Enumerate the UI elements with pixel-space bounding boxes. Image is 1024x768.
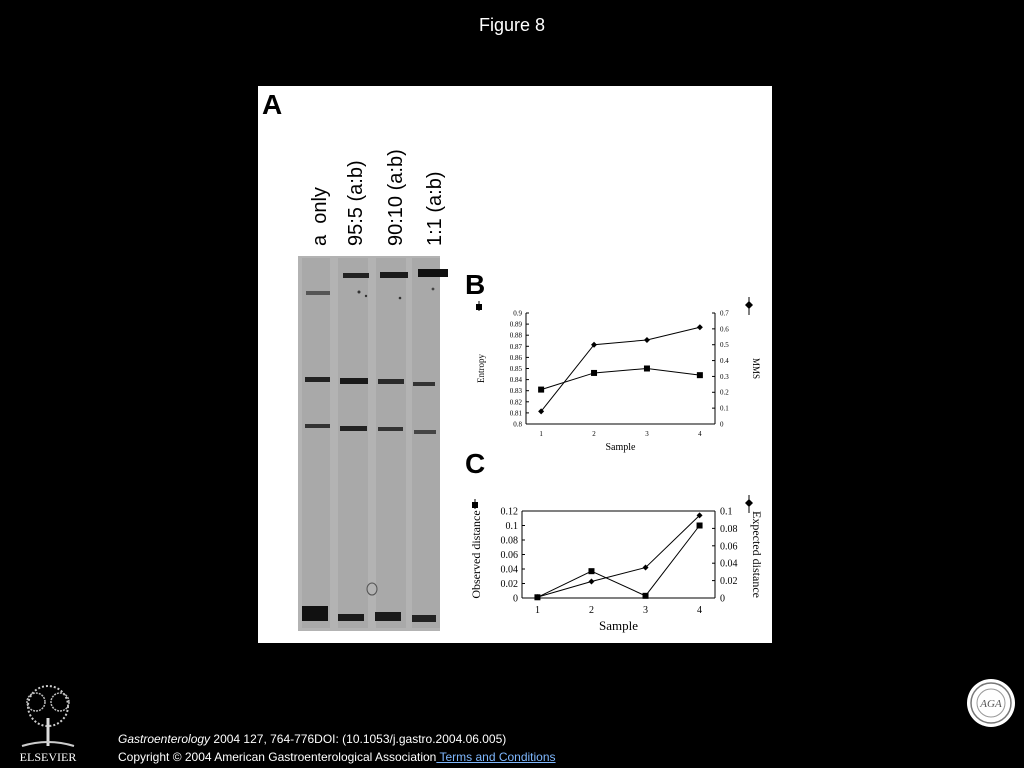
x-tick-label: 1 bbox=[534, 605, 540, 616]
data-point-diamond bbox=[644, 337, 650, 343]
y-tick-label-left: 0.04 bbox=[500, 564, 518, 576]
y-tick-label-left: 0.84 bbox=[509, 376, 522, 385]
y-tick-label-right: 0.2 bbox=[720, 388, 729, 397]
series-line-diamond bbox=[537, 515, 699, 597]
y-tick-label-right: 0.3 bbox=[720, 372, 729, 381]
y-tick-label-left: 0.86 bbox=[509, 353, 522, 362]
y-tick-label-left: 0.89 bbox=[509, 320, 522, 329]
y-tick-label-right: 0 bbox=[720, 420, 724, 429]
panel-c-label: C bbox=[465, 448, 486, 479]
y-tick-label-left: 0.88 bbox=[509, 331, 522, 340]
y-tick-label-right: 0.1 bbox=[720, 404, 729, 413]
y-axis-label-left: Entropy bbox=[476, 354, 486, 383]
slide-title: Figure 8 bbox=[478, 15, 546, 35]
panel-a bbox=[262, 89, 448, 631]
chart-c bbox=[469, 495, 764, 633]
y-tick-label-right: 0.1 bbox=[720, 506, 733, 518]
elsevier-logo bbox=[8, 680, 88, 764]
x-tick-label: 2 bbox=[592, 430, 596, 438]
data-point-square bbox=[697, 523, 703, 529]
data-point-square bbox=[591, 370, 597, 376]
y-tick-label-left: 0.87 bbox=[509, 342, 522, 351]
lane-labels bbox=[309, 149, 446, 246]
lane-label-2: 95:5 (a:b) bbox=[345, 160, 367, 246]
x-tick-label: 4 bbox=[698, 430, 702, 438]
x-tick-label: 1 bbox=[539, 430, 543, 438]
y-tick-label-left: 0.8 bbox=[513, 420, 522, 429]
y-tick-label-right: 0.7 bbox=[720, 309, 729, 318]
data-point-square bbox=[588, 568, 594, 574]
data-point-diamond bbox=[697, 324, 703, 330]
x-axis-label: Sample bbox=[605, 442, 636, 453]
lane-label-1: a only bbox=[309, 187, 331, 246]
seal-text: AGA bbox=[980, 698, 1002, 710]
chart-b bbox=[476, 297, 761, 453]
citation-detail: 2004 127, 764-776DOI: (10.1053/j.gastro.2004.06.005) bbox=[210, 732, 507, 746]
y-axis-label-right: Expected distance bbox=[750, 511, 764, 598]
citation-line bbox=[118, 732, 506, 746]
panel-b-label: B bbox=[465, 269, 486, 300]
y-tick-label-left: 0.02 bbox=[500, 579, 518, 590]
y-tick-label-right: 0.6 bbox=[720, 325, 729, 334]
y-tick-label-left: 0.85 bbox=[509, 364, 522, 373]
copyright-line bbox=[118, 750, 556, 764]
aga-seal bbox=[966, 678, 1016, 728]
publisher-name: ELSEVIER bbox=[19, 750, 77, 764]
data-point-diamond bbox=[588, 578, 594, 584]
series-line-square bbox=[537, 526, 699, 598]
y-tick-label-left: 0.81 bbox=[509, 409, 522, 418]
y-tick-label-left: 0 bbox=[513, 593, 518, 605]
x-tick-label: 3 bbox=[645, 430, 649, 438]
y-tick-label-right: 0.04 bbox=[720, 558, 738, 570]
data-point-square bbox=[643, 593, 649, 599]
y-axis-label-right: MMS bbox=[751, 357, 761, 380]
y-tick-label-right: 0.08 bbox=[720, 523, 738, 535]
data-point-square bbox=[697, 372, 703, 378]
x-tick-label: 4 bbox=[697, 605, 703, 616]
lane-label-3: 90:10 (a:b) bbox=[385, 149, 407, 246]
left-axis-square-icon bbox=[472, 502, 478, 508]
y-tick-label-left: 0.06 bbox=[500, 550, 518, 561]
gel-image bbox=[298, 256, 448, 631]
y-tick-label-left: 0.83 bbox=[509, 387, 522, 396]
series-line-square bbox=[541, 369, 700, 390]
copyright-text: Copyright © 2004 American Gastroenterological Association bbox=[118, 750, 437, 764]
data-point-square bbox=[538, 387, 544, 393]
y-tick-label-left: 0.9 bbox=[513, 309, 522, 318]
panel-a-label: A bbox=[262, 89, 283, 120]
x-tick-label: 2 bbox=[588, 605, 594, 616]
y-tick-label-right: 0.02 bbox=[720, 576, 738, 588]
figure-panel bbox=[258, 86, 772, 643]
y-tick-label-left: 0.12 bbox=[500, 506, 518, 518]
y-tick-label-right: 0.06 bbox=[720, 541, 738, 553]
y-tick-label-left: 0.08 bbox=[500, 535, 518, 547]
x-axis-label: Sample bbox=[599, 618, 638, 633]
x-tick-label: 3 bbox=[643, 605, 649, 616]
journal-name: Gastroenterology bbox=[118, 732, 211, 746]
y-tick-label-left: 0.82 bbox=[509, 398, 522, 407]
y-axis-label-left: Observed distance bbox=[469, 510, 483, 599]
y-tick-label-right: 0.5 bbox=[720, 341, 729, 350]
lane-label-4: 1:1 (a:b) bbox=[424, 171, 446, 246]
y-tick-label-right: 0 bbox=[720, 593, 725, 605]
left-axis-square-icon bbox=[476, 304, 482, 310]
figure-canvas bbox=[258, 86, 772, 643]
series-line-diamond bbox=[541, 327, 700, 411]
y-tick-label-left: 0.1 bbox=[505, 521, 518, 532]
data-point-square bbox=[644, 366, 650, 372]
terms-link[interactable]: Terms and Conditions bbox=[436, 750, 556, 764]
y-tick-label-right: 0.4 bbox=[720, 357, 729, 366]
